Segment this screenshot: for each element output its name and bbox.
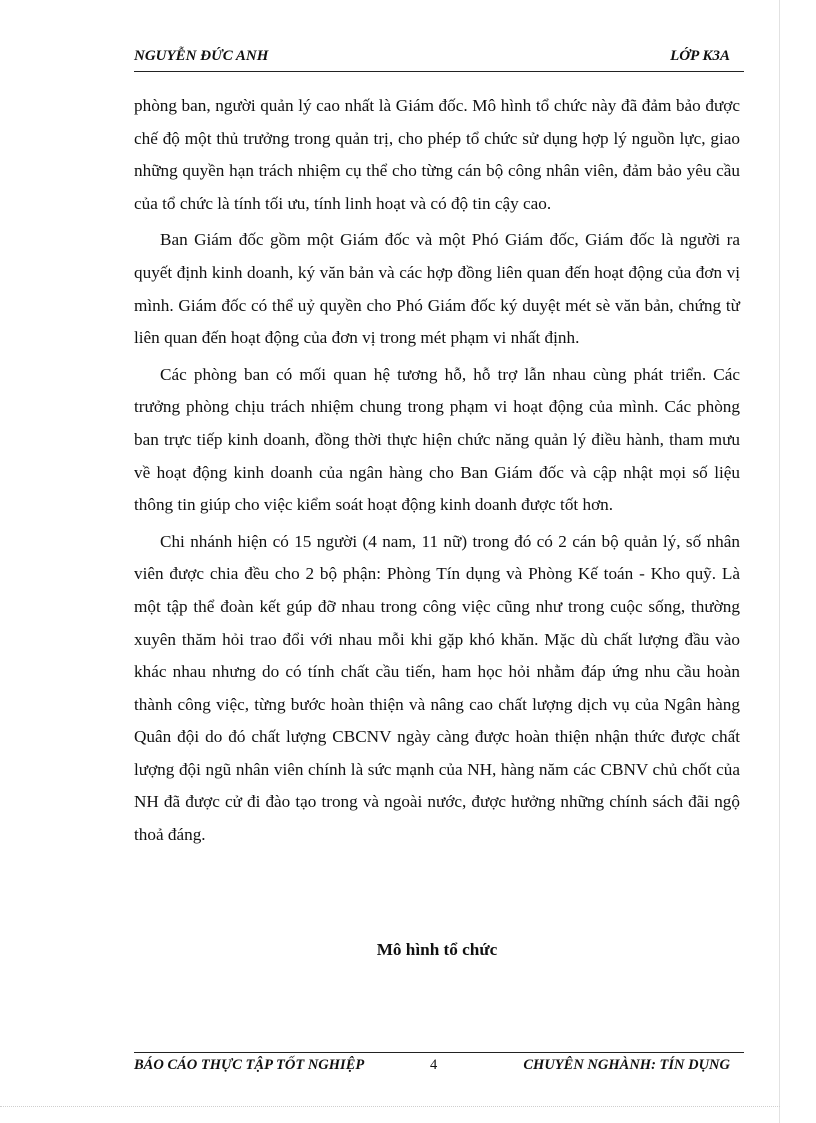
paragraph-1: phòng ban, người quản lý cao nhất là Giám đốc. Mô hình tổ chức này đã đảm bảo được chế độ một thủ trưởng trong quản trị, cho phép tổ chức sử dụng hợp lý nguồn lực, giao những quyền hạn trách nhiệm cụ thể cho từng cán bộ công nhân viên, đảm bảo yêu cầu của tổ chức là tính tối ưu, tính linh hoạt và có độ tin cậy cao. [134,96,740,213]
page-footer [134,1057,744,1079]
paragraph-2: Ban Giám đốc gồm một Giám đốc và một Phó Giám đốc, Giám đốc là người ra quyết định kinh doanh, ký văn bản và các hợp đồng liên quan đến hoạt động của đơn vị mình. Giám đốc có thể uỷ quyền cho Phó Giám đốc ký duyệt mét sè văn bản, chứng từ liên quan đến hoạt động của đơn vị trong mét phạm vi nhất định. [134,230,740,348]
footer-major: CHUYÊN NGHÀNH: TÍN DỤNG [523,1057,730,1073]
page-number: 4 [430,1057,438,1073]
body-text [134,90,740,856]
page-edge-right [779,0,780,1123]
header-rule [134,71,744,72]
page-header [134,48,744,70]
paragraph-4: Chi nhánh hiện có 15 người (4 nam, 11 nữ) trong đó có 2 cán bộ quản lý, số nhân viên được chia đều cho 2 bộ phận: Phòng Tín dụng và Phòng Kế toán - Kho quỹ. Là một tập thể đoàn kết gúp đỡ nhau trong công việc cũng như trong cuộc sống, thường xuyên thăm hỏi trao đổi với nhau mỗi khi gặp khó khăn. Mặc dù chất lượng đầu vào khác nhau nhưng do có tính chất cầu tiến, ham học hỏi nhằm đáp ứng nhu cầu hoàn thành công việc, từng bước hoàn thiện và nâng cao chất lượng dịch vụ của Ngân hàng Quân đội do đó chất lượng CBCNV ngày càng được hoàn thiện nhận thức được chất lượng đội ngũ nhân viên chính là sức mạnh của NH, hàng năm các CBNV chủ chốt của NH đã được cử đi đào tạo trong và ngoài nước, được hưởng những chính sách đãi ngộ thoả đáng. [134,531,740,845]
footer-rule [134,1052,744,1053]
section-caption: Mô hình tổ chức [376,940,498,959]
paragraph-3: Các phòng ban có mối quan hệ tương hỗ, hỗ trợ lẫn nhau cùng phát triển. Các trưởng phòng chịu trách nhiệm chung trong phạm vi hoạt động của mình. Các phòng ban trực tiếp kinh doanh, đồng thời thực hiện chức năng quản lý điều hành, tham mưu về hoạt động kinh doanh của ngân hàng cho Ban Giám đốc và cập nhật mọi số liệu thông tin giúp cho việc kiểm soát hoạt động kinh doanh được tốt hơn. [134,364,740,515]
header-class: LỚP K3A [670,48,730,64]
page-edge-bottom [0,1106,780,1108]
header-author: NGUYỄN ĐỨC ANH [134,48,269,64]
footer-report-title: BÁO CÁO THỰC TẬP TỐT NGHIỆP [134,1057,365,1073]
